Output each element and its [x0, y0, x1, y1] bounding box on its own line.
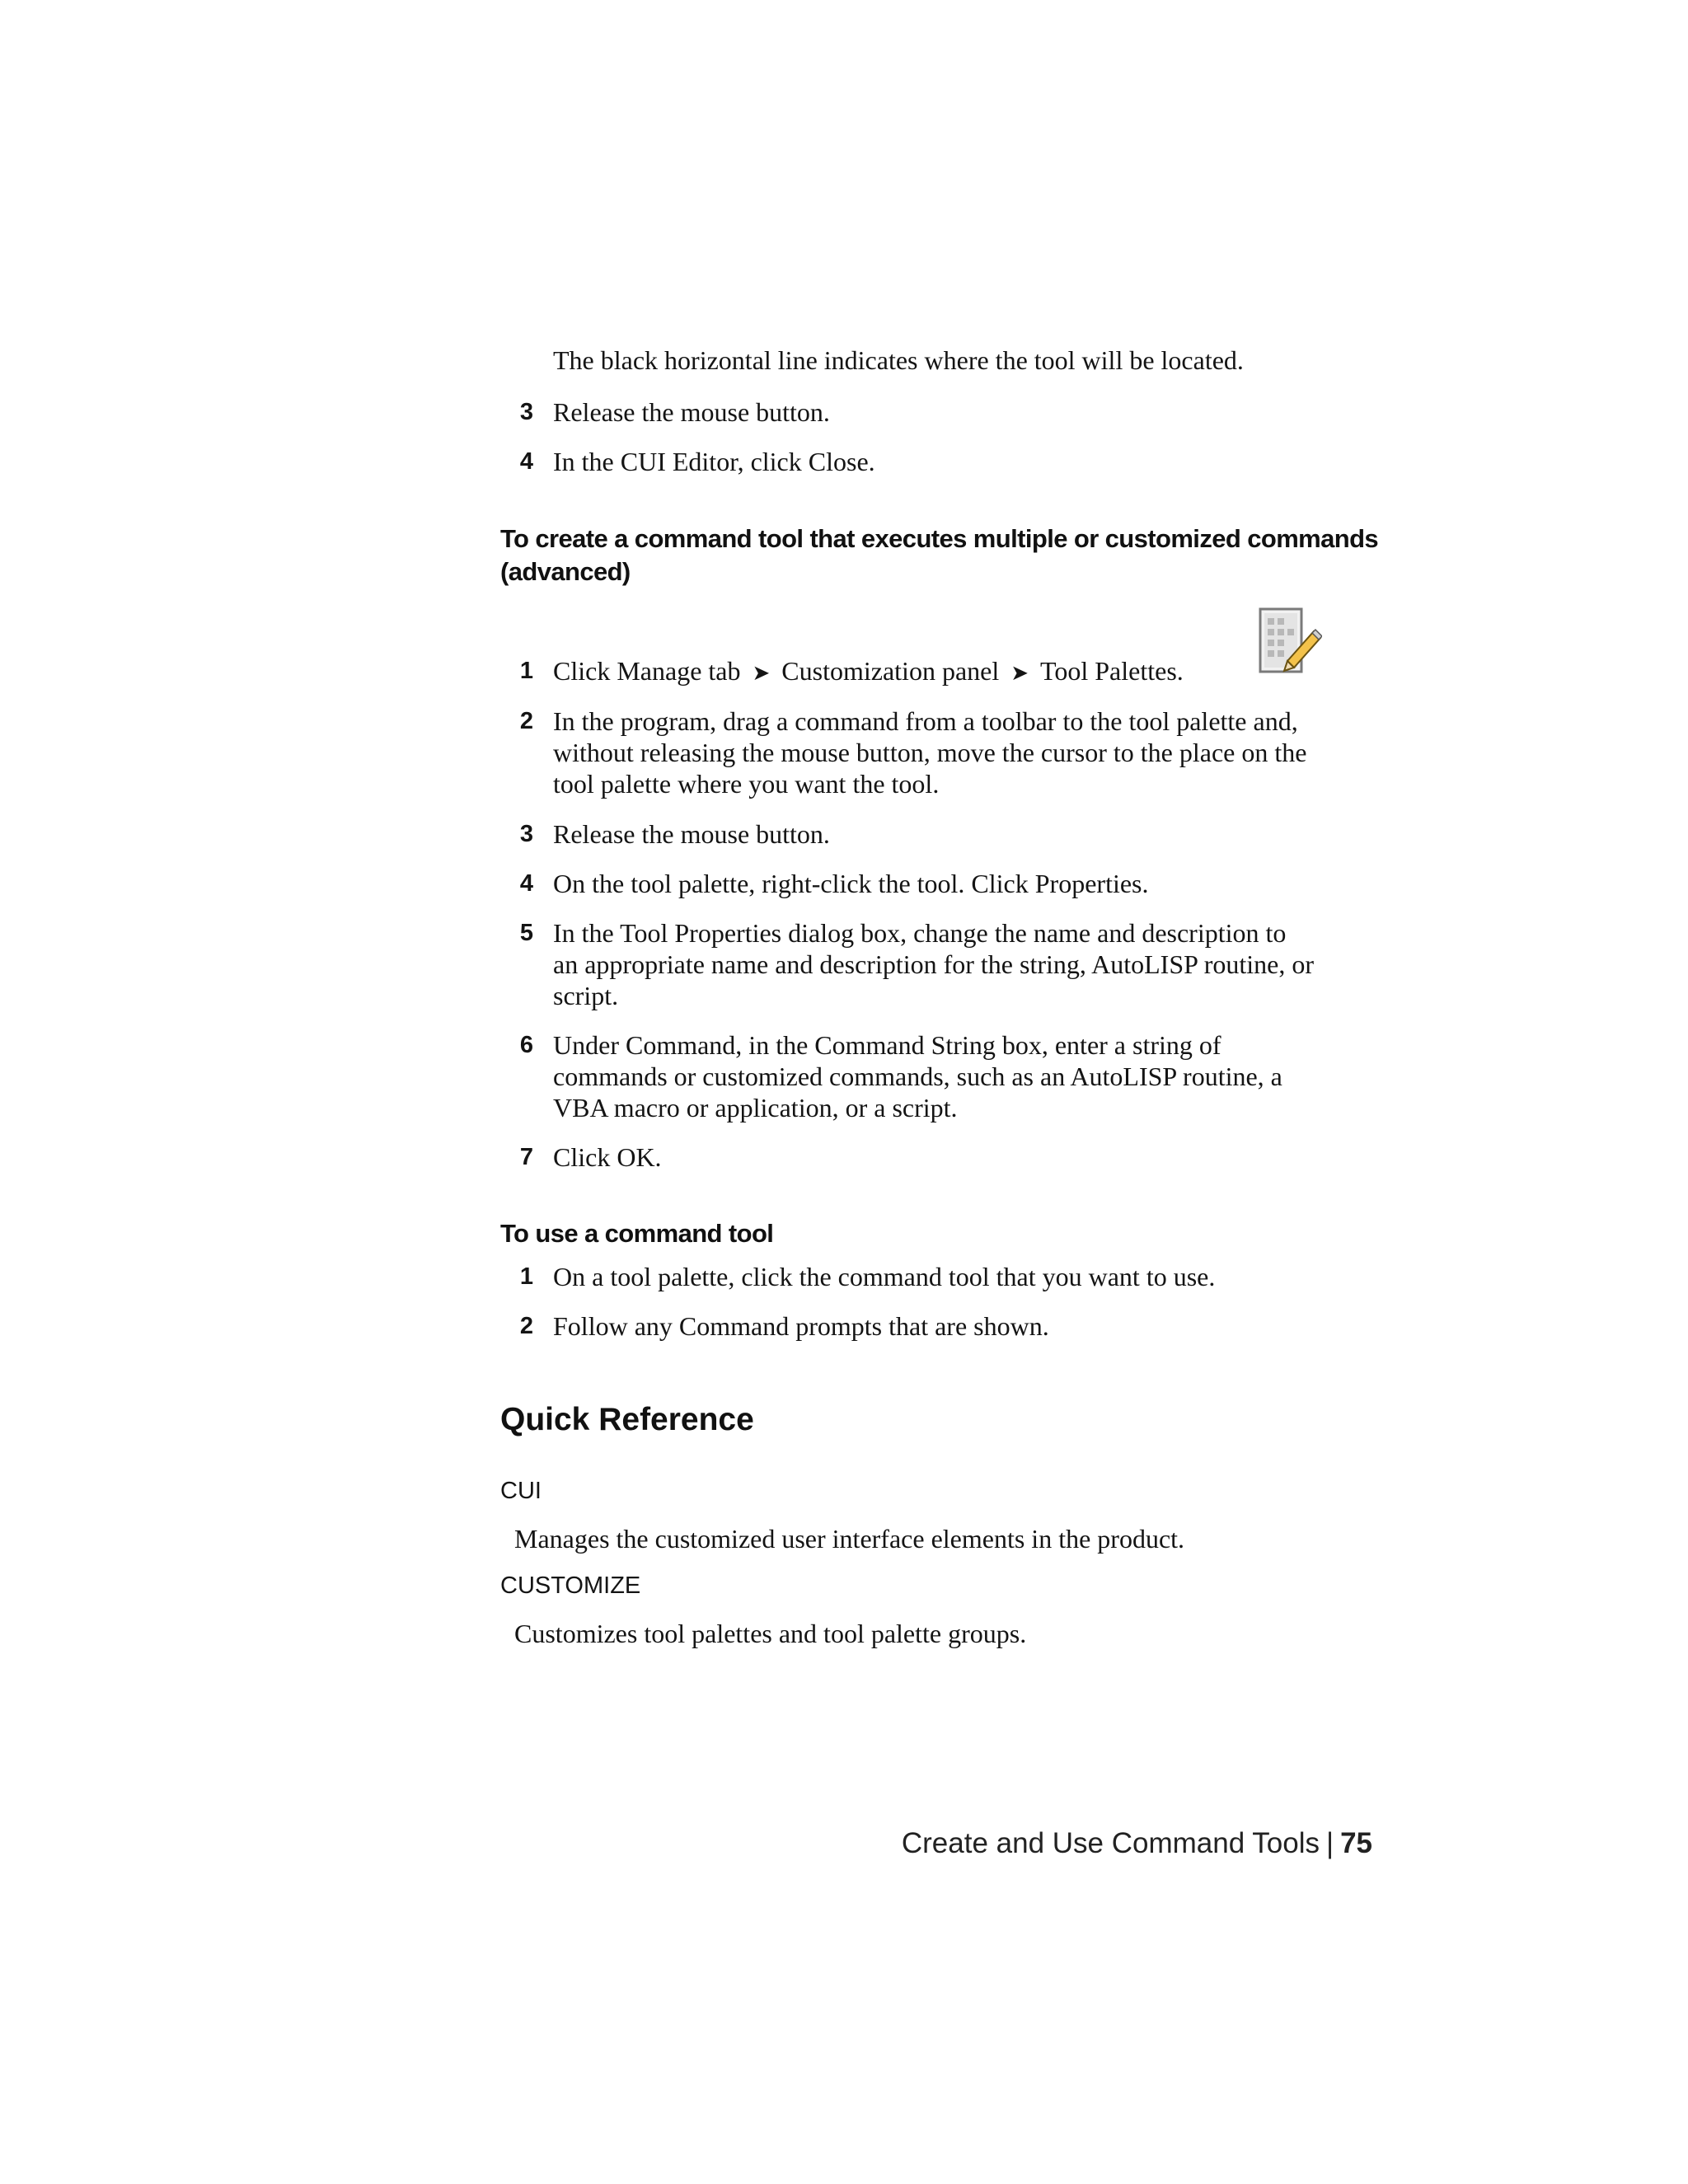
- menu-path-manage-tab: Click Manage tab: [553, 656, 741, 686]
- intro-text: The black horizontal line indicates where the tool will be located.: [553, 345, 1244, 375]
- footer-title: Create and Use Command Tools: [901, 1827, 1320, 1859]
- step-number: 5: [519, 920, 533, 946]
- step-text: Release the mouse button.: [553, 397, 830, 427]
- step-number: 3: [519, 399, 533, 425]
- reference-description: Manages the customized user interface elements in the product.: [514, 1524, 1185, 1554]
- step-text: Release the mouse button.: [553, 819, 830, 849]
- step-text-line: commands or customized commands, such as an AutoLISP routine, a: [553, 1062, 1282, 1091]
- step-text-line: VBA macro or application, or a script.: [553, 1093, 958, 1122]
- step-text: On the tool palette, right-click the tool. Click Properties.: [553, 869, 1149, 898]
- step-number: 1: [519, 658, 533, 684]
- menu-path-customization-panel: Customization panel: [781, 656, 1000, 686]
- step-text: Follow any Command prompts that are shown.: [553, 1311, 1049, 1341]
- footer-separator: |: [1325, 1827, 1334, 1859]
- step-text-line: In the program, drag a command from a toolbar to the tool palette and,: [553, 706, 1298, 736]
- step-number: 3: [519, 821, 533, 847]
- procedure-heading-create-cont: (advanced): [500, 557, 631, 586]
- menu-path-tool-palettes: Tool Palettes.: [1040, 656, 1184, 686]
- step-text: Click OK.: [553, 1142, 662, 1172]
- step-number: 7: [519, 1144, 533, 1170]
- step-text-line: Under Command, in the Command String box, enter a string of: [553, 1030, 1221, 1060]
- step-text: [553, 655, 1184, 689]
- step-text-line: tool palette where you want the tool.: [553, 769, 940, 799]
- reference-term: CUI: [500, 1478, 542, 1504]
- step-number: 2: [519, 1313, 533, 1339]
- arrow-right-icon: ➤: [1010, 661, 1029, 686]
- procedure-heading-create: To create a command tool that executes multiple or customized commands: [500, 524, 1379, 553]
- step-text: In the CUI Editor, click Close.: [553, 447, 875, 476]
- page-footer: [902, 1825, 1372, 1862]
- step-number: 2: [519, 708, 533, 734]
- step-number: 1: [519, 1263, 533, 1290]
- reference-description: Customizes tool palettes and tool palette groups.: [514, 1619, 1027, 1648]
- step-text-line: without releasing the mouse button, move the cursor to the place on the: [553, 738, 1307, 767]
- step-number: 6: [519, 1032, 533, 1058]
- reference-term: CUSTOMIZE: [500, 1572, 641, 1599]
- arrow-right-icon: ➤: [752, 661, 771, 686]
- step-text-line: script.: [553, 981, 619, 1010]
- step-text-line: an appropriate name and description for the string, AutoLISP routine, or: [553, 949, 1315, 979]
- step-number: 4: [519, 870, 533, 897]
- tool-palettes-icon: [1258, 607, 1322, 677]
- page-number: 75: [1340, 1827, 1372, 1859]
- procedure-heading-use: To use a command tool: [500, 1219, 774, 1248]
- step-text: On a tool palette, click the command tool that you want to use.: [553, 1262, 1216, 1291]
- section-heading-quick-reference: Quick Reference: [500, 1402, 754, 1437]
- step-number: 4: [519, 448, 533, 475]
- step-text-line: In the Tool Properties dialog box, change the name and description to: [553, 918, 1287, 948]
